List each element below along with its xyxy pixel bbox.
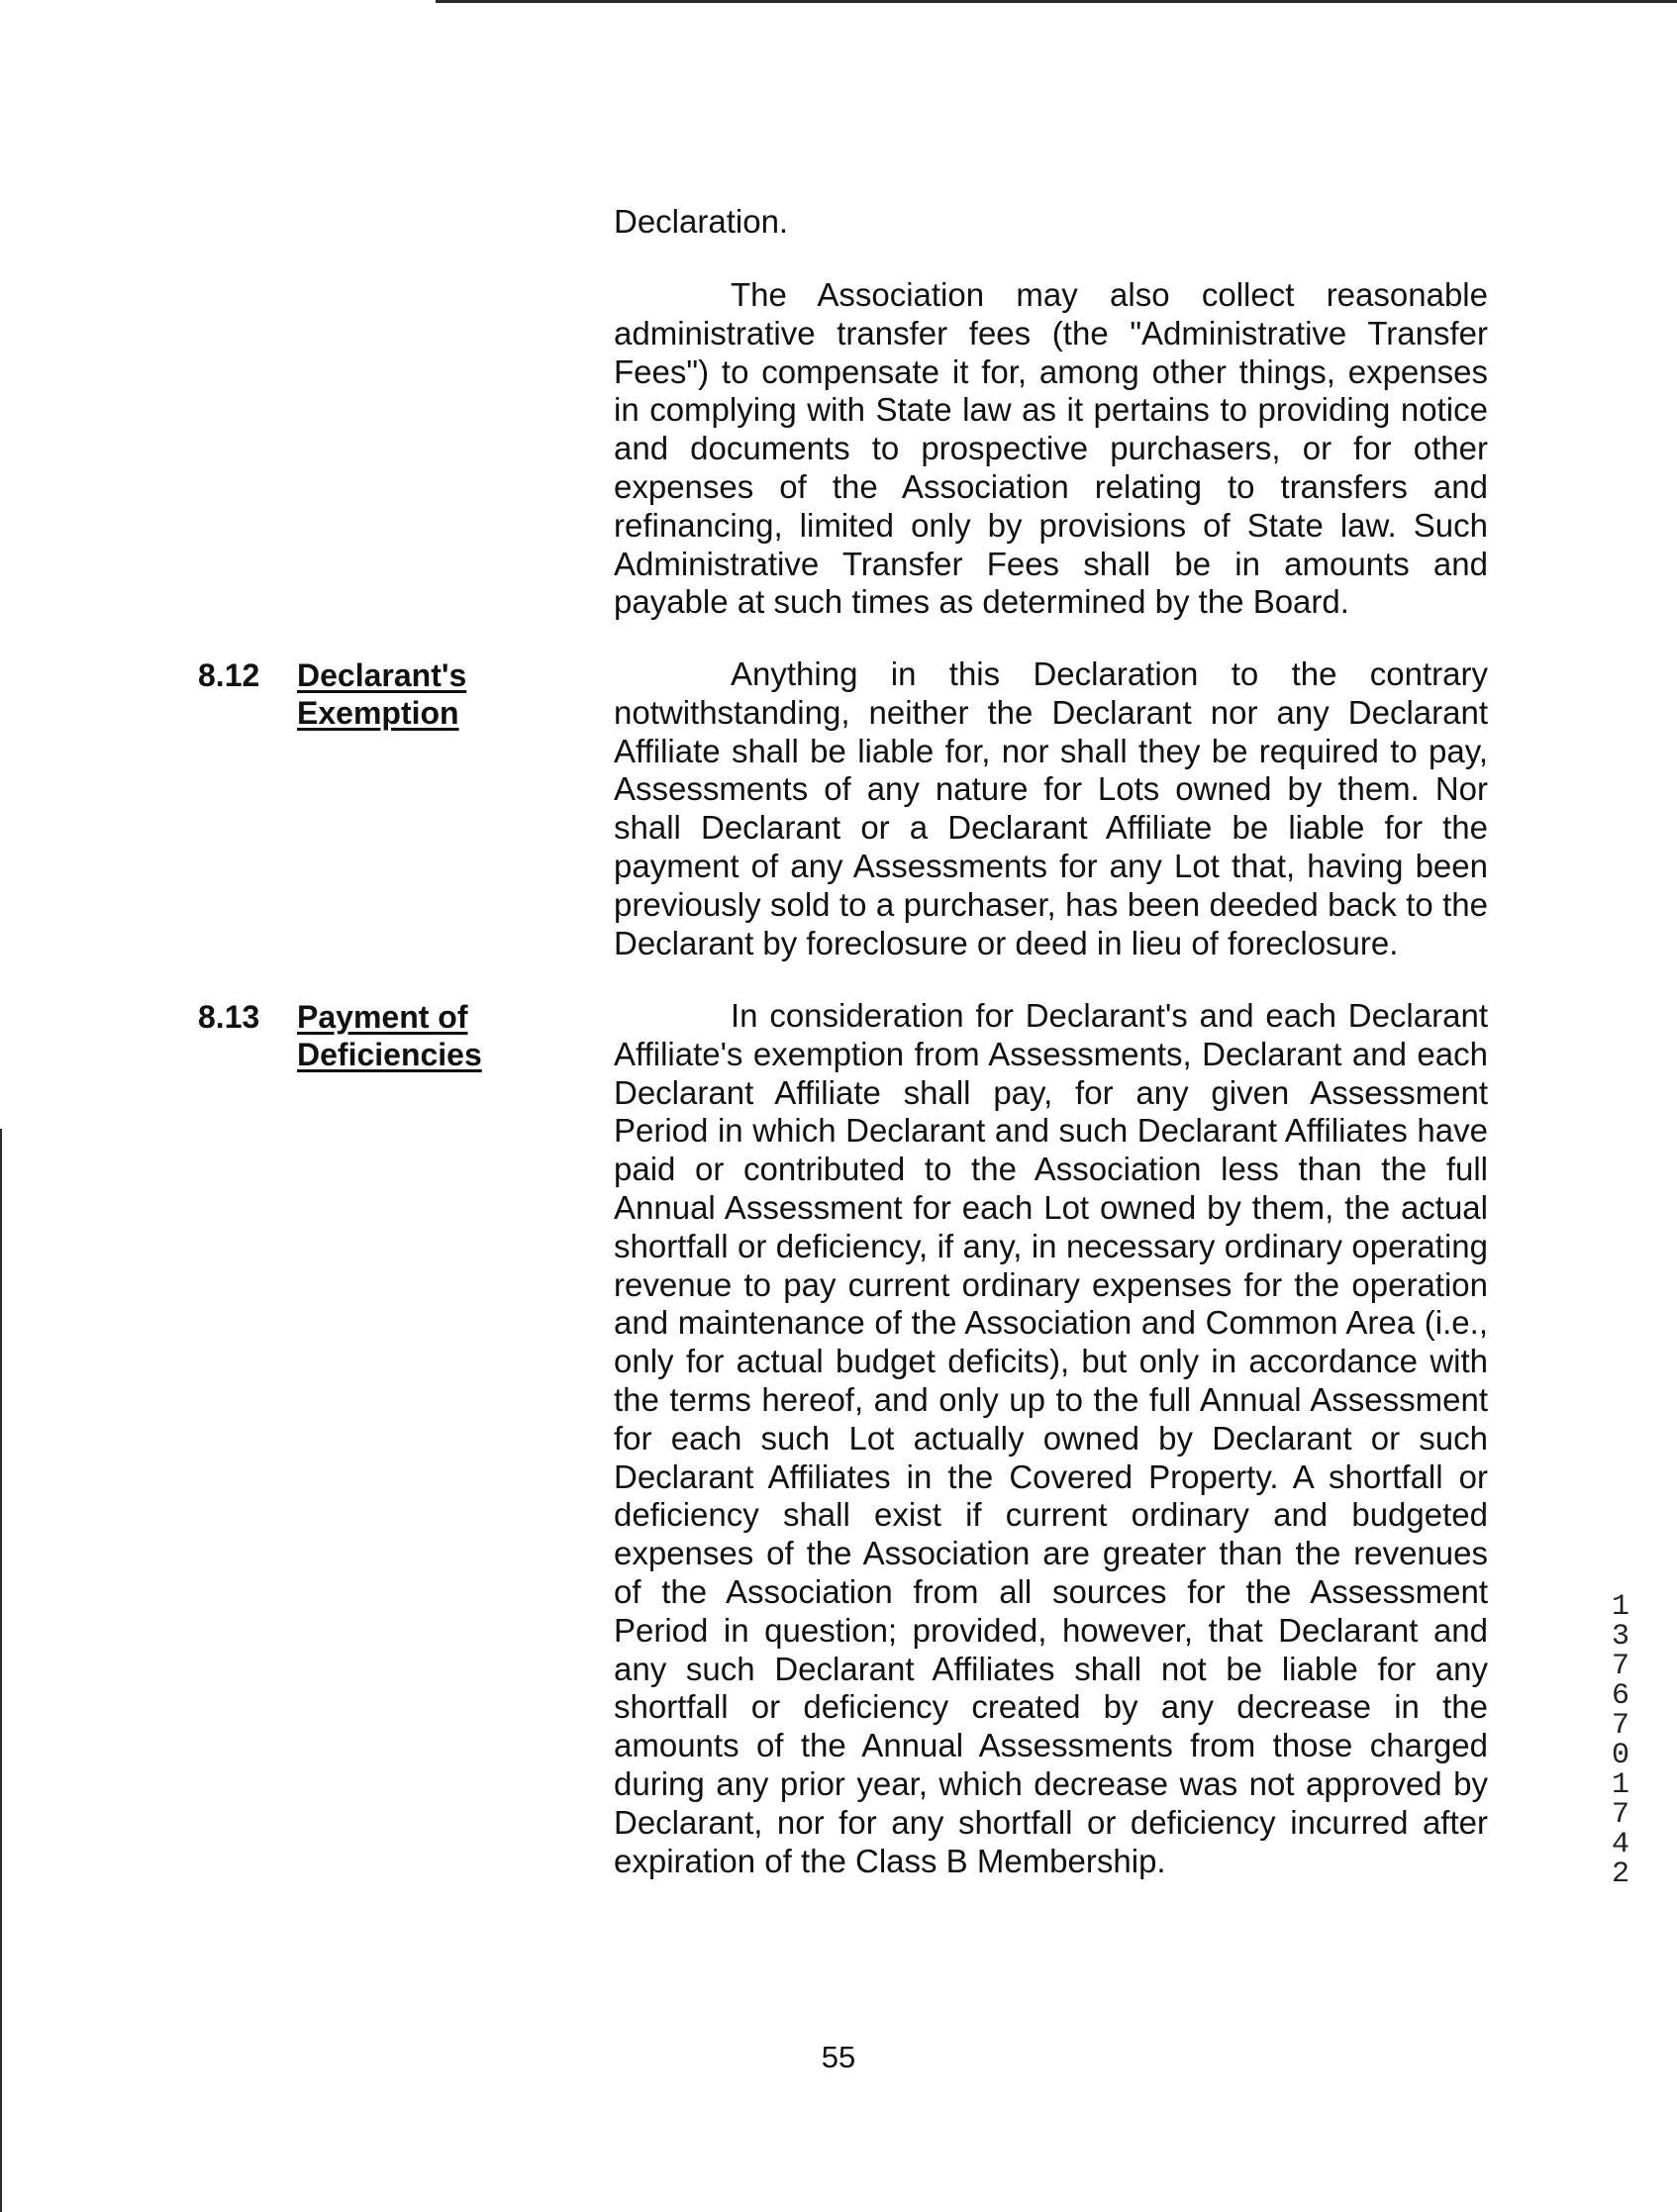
top-border-rule bbox=[436, 0, 1677, 3]
recording-stamp-number: 13767 01742 bbox=[1611, 1590, 1648, 1891]
section-title-line-2: Deficiencies bbox=[297, 1037, 482, 1072]
section-body: Anything in this Declaration to the contrary notwithstanding, neither the Declarant nor any Declarant Affiliate shall be liable for, nor shall they be required to pay, Assessments of any nature for Lots owned by them. Nor shall Declarant or a Declarant Affiliate be liable for the payment of any Assessments for any Lot that, having been previously sold to a purchaser, has been deeded back to the Declarant by foreclosure or deed in lieu of foreclosure. bbox=[614, 655, 1488, 961]
transfer-fees-paragraph: The Association may also collect reasonable administrative transfer fees (the "Administrative Transfer Fees") to compensate it for, among other things, expenses in complying with State law as it pertains to providing notice and documents to prospective purchasers, or for other expenses of the Association relating to transfers and refinancing, limited only by provisions of State law. Such Administrative Transfer Fees shall be in amounts and payable at such times as determined by the Board. bbox=[614, 276, 1488, 621]
section-number: 8.12 bbox=[198, 657, 260, 693]
continuation-text: Declaration. bbox=[614, 203, 789, 240]
section-title-line-2: Exemption bbox=[297, 695, 459, 731]
section-number: 8.13 bbox=[198, 999, 260, 1035]
section-body: In consideration for Declarant's and each Declarant Affiliate's exemption from Assessments, Declarant and each Declarant Affiliate shall pay, for any given Assessment Period in which Declarant and such Declarant Affiliates have paid or contributed to the Association less than the full Annual Assessment for each Lot owned by them, the actual shortfall or deficiency, if any, in necessary ordinary operating revenue to pay current ordinary expenses for the operation and maintenance of the Association and Common Area (i.e., only for actual budget deficits), but only in accordance with the terms hereof, and only up to the full Annual Assessment for each such Lot actually owned by Declarant or such Declarant Affiliates in the Covered Property. A shortfall or deficiency shall exist if current ordinary and budgeted expenses of the Association are greater than the revenues of the Association from all sources for the Assessment Period in question; provided, however, that Declarant and any such Declarant Affiliates shall not be liable for any shortfall or deficiency created by any decrease in the amounts of the Annual Assessments from those charged during any prior year, which decrease was not approved by Declarant, nor for any shortfall or deficiency incurred after expiration of the Class B Membership. bbox=[614, 997, 1488, 1879]
section-title-line-1: Payment of bbox=[297, 999, 468, 1035]
section-title-line-1: Declarant's bbox=[297, 657, 467, 693]
page-number: 55 bbox=[821, 2040, 856, 2074]
